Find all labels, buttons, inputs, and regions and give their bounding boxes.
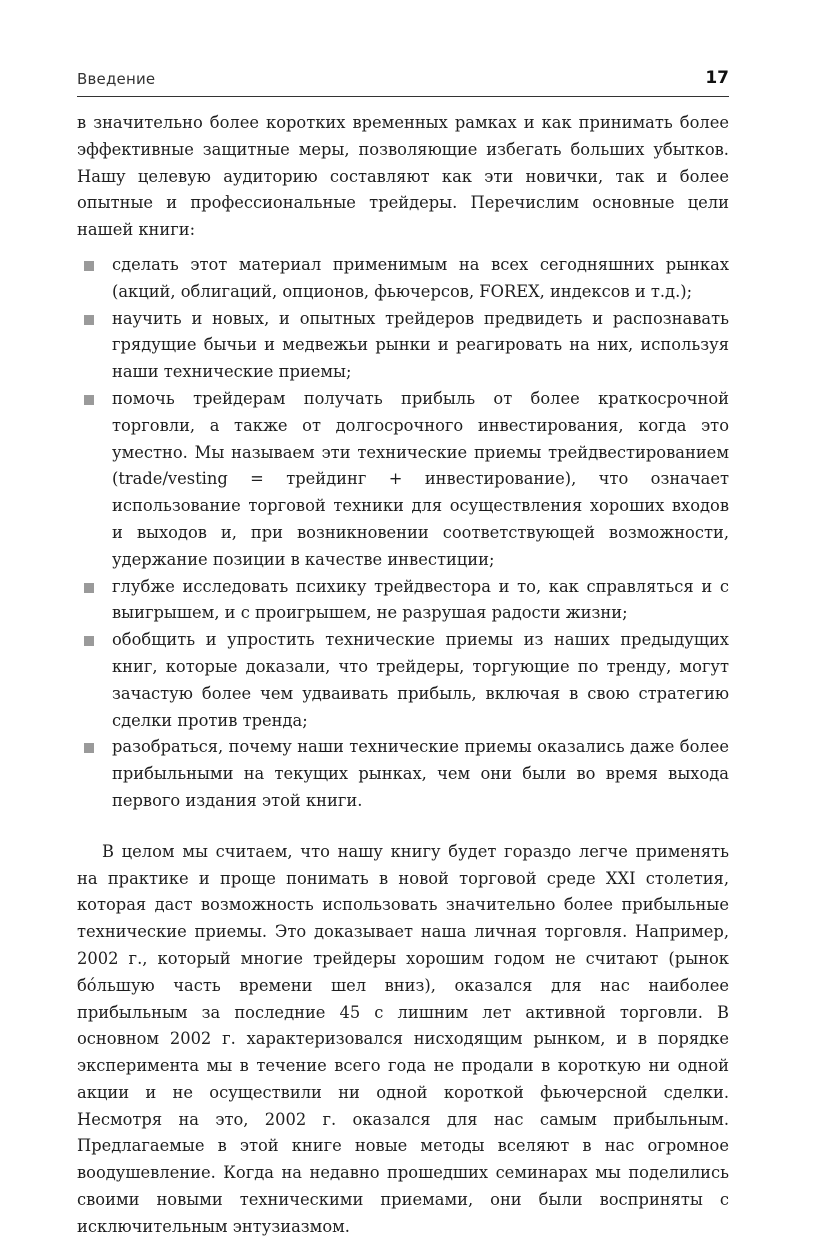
section-title: Введение bbox=[77, 70, 156, 88]
running-header bbox=[77, 64, 729, 97]
main-text bbox=[77, 110, 729, 1241]
intro-paragraph: в значительно более коротких временных рамках и как принимать более эффективные защитные меры, позволяющие избегать больших убытков. Нашу целевую аудиторию составляют как эти новички, так и более опытные и профессиональные трейдеры. Перечислим основные цели нашей книги: bbox=[77, 113, 729, 240]
list-item bbox=[77, 734, 729, 814]
square-bullet-icon bbox=[84, 636, 94, 646]
list-item bbox=[77, 306, 729, 386]
conclusion-paragraph: В целом мы считаем, что нашу книгу будет гораздо легче применять на практике и проще понимать в новой торговой среде XXI столетия, которая даст возможность использовать значительно более прибыльные технические приемы. Это доказывает наша личная торговля. Например, 2002 г., который многие трейдеры хорошим годом не считают (рынок бóльшую часть времени шел вниз), оказался для нас наиболее прибыльным за последние 45 с лишним лет активной торговли. В основном 2002 г. характеризовался нисходящим рынком, и в порядке эксперимента мы в течение всего года не продали в короткую ни одной акции и не осуществили ни одной короткой фьючерсной сделки. Несмотря на это, 2002 г. оказался для нас самым прибыльным. Предлагаемые в этой книге новые методы вселяют в нас огромное воодушевление. Когда на недавно прошедших семинарах мы поделились своими новыми техническими приемами, они были восприняты с исключительным энтузиазмом. bbox=[77, 841, 729, 1236]
list-item bbox=[77, 574, 729, 628]
goals-list bbox=[77, 252, 729, 815]
list-item bbox=[77, 386, 729, 574]
list-item-text: помочь трейдерам получать прибыль от более краткосрочной торговли, а также от долгосрочного инвестирования, когда это уместно. Мы называем эти технические приемы трейдвестированием (trade/vesting = трейдинг + инвестирование), что означает использование торговой техники для осуществления хороших входов и выходов и, при возникновении соответствующей возможности, удержание позиции в качестве инвестиции; bbox=[112, 388, 729, 569]
list-item-text: глубже исследовать психику трейдвестора и то, как справляться и с выигрышем, и с проигрышем, не разрушая радости жизни; bbox=[112, 576, 729, 623]
list-item bbox=[77, 627, 729, 734]
square-bullet-icon bbox=[84, 261, 94, 271]
list-item bbox=[77, 252, 729, 306]
list-item-text: обобщить и упростить технические приемы из наших предыдущих книг, которые доказали, что трейдеры, торгующие по тренду, могут зачастую более чем удваивать прибыль, включая в свою стратегию сделки против тренда; bbox=[112, 630, 729, 730]
square-bullet-icon bbox=[84, 395, 94, 405]
paragraph-spacer bbox=[77, 825, 729, 839]
square-bullet-icon bbox=[84, 315, 94, 325]
list-item-text: научить и новых, и опытных трейдеров предвидеть и распознавать грядущие бычьи и медвежьи рынки и реагировать на них, используя наши технические приемы; bbox=[112, 308, 729, 382]
list-item-text: сделать этот материал применимым на всех сегодняшних рынках (акций, облигаций, опционов, фьючерсов, FOREX, индексов и т.д.); bbox=[112, 254, 729, 301]
list-item-text: разобраться, почему наши технические приемы оказались даже более прибыльными на текущих рынках, чем они были во время выхода первого издания этой книги. bbox=[112, 737, 729, 810]
page-number: 17 bbox=[705, 68, 729, 88]
square-bullet-icon bbox=[84, 743, 94, 753]
square-bullet-icon bbox=[84, 583, 94, 593]
